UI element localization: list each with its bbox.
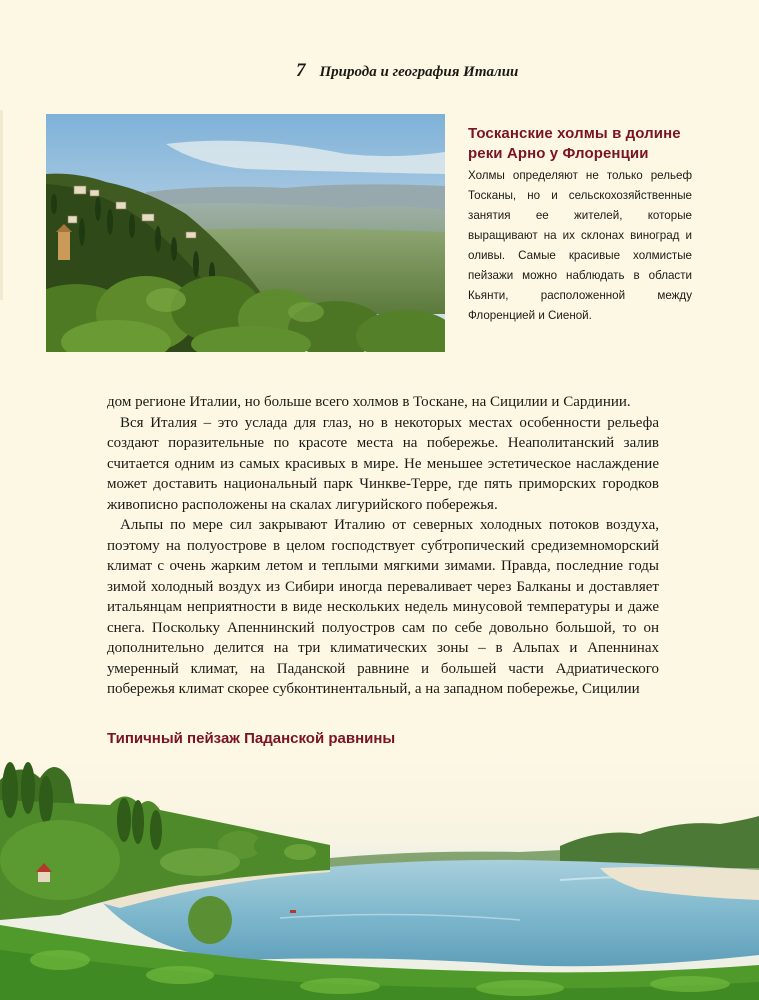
paragraph-continued: дом регионе Италии, но больше всего холмов в Тоскане, на Сицилии и Сардинии. xyxy=(107,394,631,410)
tuscany-caption xyxy=(468,124,692,326)
running-header xyxy=(296,60,556,84)
page-edge-strip xyxy=(0,110,3,300)
paragraph-climate: Альпы по мере сил закрывают Италию от северных холодных потоков воздуха, поэтому на полуострове в целом господствует субтропический средиземноморский климат с очень жарким летом и теплыми мягкими зимами. Правда, последние годы зимой холодный воздух из Сибири иногда переваливает через Балканы и доставляет итальянцам неприятности в виде нескольких недель минусовой температуры и даже снега. Поскольку Апеннинский полуостров сам по себе довольно большой, то он дополнительно делится на три климатических зоны – в Альпах и Апеннинах умеренный климат, на Паданской равнине и большей части Адриатического побережья климат скорее субконтинентальный, а на западном побережье, Сицилии xyxy=(107,517,659,697)
tuscany-caption-text: Холмы определяют не только рельеф Тосканы, но и сельскохозяйственные занятия ее жителей, которые выращивают на их склонах виноград и оливы. Самые красивые холмистые пейзажи можно наблюдать в области Кьянти, расположенной между Флоренцией и Сиеной. xyxy=(468,169,692,322)
padan-caption-title: Типичный пейзаж Паданской равнины xyxy=(107,730,396,747)
padan-river-illustration xyxy=(0,750,759,1000)
tuscany-caption-title: Тосканские холмы в долине реки Арно у Флоренции xyxy=(468,125,681,162)
chapter-title: Природа и география Италии xyxy=(319,64,519,80)
tuscan-hills-illustration xyxy=(46,114,445,352)
padan-river-photo xyxy=(0,750,759,1000)
tuscan-hills-photo xyxy=(46,114,445,352)
body-text xyxy=(107,392,659,700)
paragraph-coast: Вся Италия – это услада для глаз, но в некоторых местах особенности рельефа создают поразительные по красоте места на побережье. Неаполитанский залив считается одним из самых красивых в мире. Не меньшее эстетическое наслаждение может доставить национальный парк Чинкве-Терре, где пять приморских городков живописно расположены на скалах лигурийского побережья. xyxy=(107,414,659,513)
page-number: 7 xyxy=(296,60,306,81)
